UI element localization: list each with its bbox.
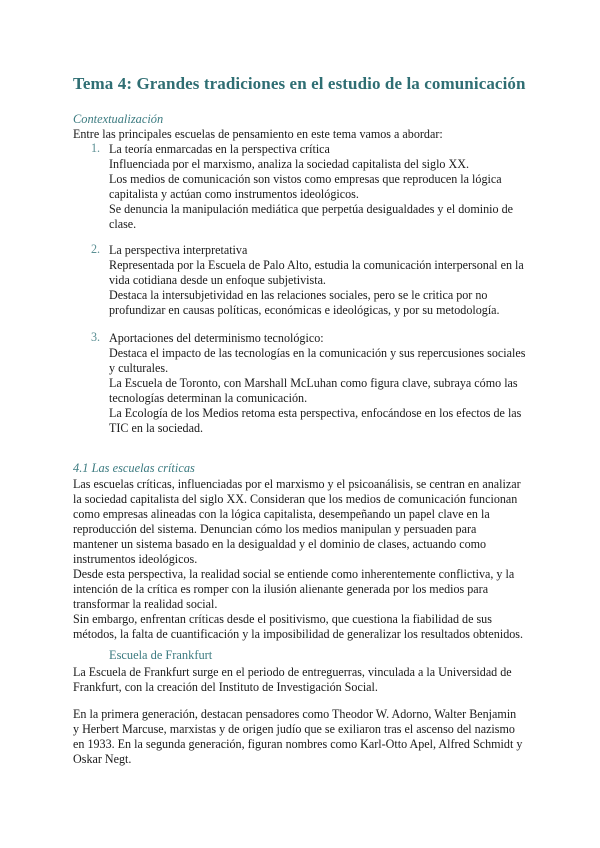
paragraph-line: la sociedad capitalista del siglo XX. Consideran que los medios de comunicación funcionan: [73, 492, 518, 506]
list-item-text: y culturales.: [109, 361, 169, 375]
subsection-heading-frankfurt: Escuela de Frankfurt: [109, 648, 213, 662]
paragraph-line: instrumentos ideológicos.: [73, 552, 198, 566]
paragraph-line: Las escuelas críticas, influenciadas por el marxismo y el psicoanálisis, se centran en analizar: [73, 477, 521, 491]
paragraph-line: métodos, la falta de cuantificación y la imposibilidad de generalizar los resultados obtenidos.: [73, 627, 524, 641]
paragraph-line: En la primera generación, destacan pensadores como Theodor W. Adorno, Walter Benjamin: [73, 707, 517, 721]
list-item-text: La perspectiva interpretativa: [109, 243, 248, 257]
list-item-text: Representada por la Escuela de Palo Alto, estudia la comunicación interpersonal en la: [109, 258, 524, 272]
list-number: 2.: [91, 242, 101, 256]
paragraph-line: mantener un sistema basado en la desigualdad y el dominio de clases, actuando como: [73, 537, 487, 551]
list-item-text: La Ecología de los Medios retoma esta perspectiva, enfocándose en los efectos de las: [109, 406, 522, 420]
paragraph-line: en 1933. En la segunda generación, figuran nombres como Karl-Otto Apel, Alfred Schmidt y: [73, 737, 523, 751]
list-item-text: Destaca el impacto de las tecnologías en la comunicación y sus repercusiones sociales: [109, 346, 526, 360]
list-item-text: TIC en la sociedad.: [109, 421, 204, 435]
page-title: Tema 4: Grandes tradiciones en el estudio de la comunicación: [73, 74, 526, 93]
paragraph-line: Sin embargo, enfrentan críticas desde el positivismo, que cuestiona la fiabilidad de sus: [73, 612, 492, 626]
list-item-text: La Escuela de Toronto, con Marshall McLuhan como figura clave, subraya cómo las: [109, 376, 518, 390]
list-item-text: Se denuncia la manipulación mediática que perpetúa desigualdades y el dominio de: [109, 202, 513, 216]
list-item-text: La teoría enmarcadas en la perspectiva crítica: [109, 142, 330, 156]
list-item-text: Influenciada por el marxismo, analiza la sociedad capitalista del siglo XX.: [109, 157, 469, 171]
paragraph-line: Desde esta perspectiva, la realidad social se entiende como inherentemente conflictiva, y la: [73, 567, 515, 581]
list-item-text: Aportaciones del determinismo tecnológico:: [109, 331, 324, 345]
paragraph-line: y Herbert Marcuse, marxistas y de origen judío que se exiliaron tras el ascenso del nazismo: [73, 722, 515, 736]
list-number: 3.: [91, 330, 101, 344]
list-item-text: Los medios de comunicación son vistos como empresas que reproducen la lógica: [109, 172, 502, 186]
intro-text: Entre las principales escuelas de pensamiento en este tema vamos a abordar:: [73, 127, 443, 141]
paragraph-line: Frankfurt, con la creación del Instituto de Investigación Social.: [73, 680, 378, 694]
list-item-text: tecnologías determinan la comunicación.: [109, 391, 308, 405]
paragraph-line: Oskar Negt.: [73, 752, 132, 766]
paragraph-line: intención de la crítica es romper con la ilusión alienante generada por los medios para: [73, 582, 489, 596]
list-item-text: vida cotidiana desde un enfoque subjetivista.: [109, 273, 326, 287]
section-heading-escuelas-criticas: 4.1 Las escuelas críticas: [73, 461, 195, 475]
list-number: 1.: [91, 141, 101, 155]
list-item-text: profundizar en causas políticas, económicas e ideológicas, y por su metodología.: [109, 303, 500, 317]
list-item-text: Destaca la intersubjetividad en las relaciones sociales, pero se le critica por no: [109, 288, 488, 302]
paragraph-line: reproducción del sistema. Denuncian cómo los medios manipulan y persuaden para: [73, 522, 477, 536]
section-heading-contextualizacion: Contextualización: [73, 112, 164, 126]
paragraph-line: como empresas alineadas con la lógica capitalista, desempeñando un papel clave en la: [73, 507, 490, 521]
paragraph-line: transformar la realidad social.: [73, 597, 218, 611]
list-item-text: clase.: [109, 217, 137, 231]
list-item-text: capitalista y actúan como instrumentos ideológicos.: [109, 187, 359, 201]
paragraph-line: La Escuela de Frankfurt surge en el periodo de entreguerras, vinculada a la Universidad de: [73, 665, 512, 679]
